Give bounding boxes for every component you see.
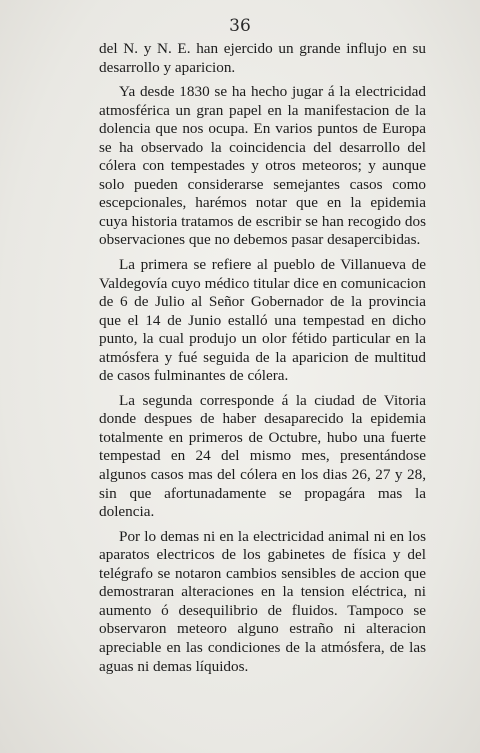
body-text bbox=[99, 40, 426, 682]
page-number: 36 bbox=[229, 16, 251, 36]
paragraph-vitoria: La segunda corresponde á la ciudad de Vitoria donde despues de haber desaparecido la epidemia totalmente en primeros de Octubre, hubo una fuerte tempestad en 24 del mismo mes, presentándose algunos casos mas del cólera en los dias 26, 27 y 28, sin que afortunadamente se propagára mas la dolencia. bbox=[99, 391, 426, 521]
paragraph-electricity: Ya desde 1830 se ha hecho jugar á la electricidad atmosférica un gran papel en la manifestacion de la dolencia que nos ocupa. En varios puntos de Europa se ha observado la coincidencia del desarrollo del cólera con tempestades y otros meteoros; y aunque solo pueden considerarse semejantes casos como escepcionales, harémos notar que en la epidemia cuya historia tratamos de escribir se han recogido dos observaciones que no debemos pasar desapercibidas. bbox=[99, 83, 426, 249]
paragraph-conclusion: Por lo demas ni en la electricidad animal ni en los aparatos electricos de los gabinetes de física y del telégrafo se notaron cambios sensibles de accion que demostraran alteraciones en la tension eléctrica, ni aumento ó desequilibrio de fluidos. Tampoco se observaron meteoro alguno estraño ni alteracion apreciable en las condiciones de la atmósfera, de las aguas ni demas líquidos. bbox=[99, 527, 426, 675]
paragraph-villanueva: La primera se refiere al pueblo de Villanueva de Valdegovía cuyo médico titular dice en comunicacion de 6 de Julio al Señor Gobernador de la provincia que el 14 de Junio estalló una tempestad en dicho punto, la cual produjo un olor fétido particular en la atmósfera y fué seguida de la aparicion de multitud de casos fulminantes de cólera. bbox=[99, 256, 426, 385]
paragraph-continuation: del N. y N. E. han ejercido un grande influjo en su desarrollo y aparicion. bbox=[99, 40, 426, 76]
